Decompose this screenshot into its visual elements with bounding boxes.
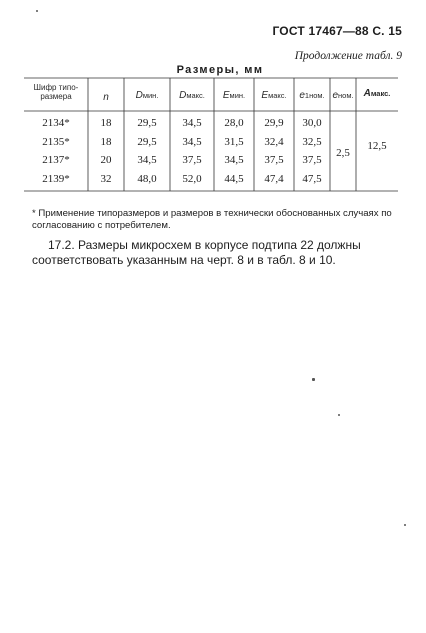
col-header-d-max: Dмакс.: [179, 90, 205, 101]
cell-e1-nom: 30,0: [302, 117, 322, 129]
cell-d-max: 34,5: [182, 117, 202, 129]
cell-n: 20: [100, 154, 112, 166]
cell-e1-nom: 32,5: [302, 136, 322, 148]
cell-code: 2134*: [42, 117, 70, 129]
dimensions-table: [24, 77, 398, 193]
cell-e-nom-merged: 2,5: [336, 147, 350, 159]
table-continuation-label: Продолжение табл. 9: [294, 50, 402, 62]
table-footnote: * Применение типоразмеров и размеров в технически обоснованных случаях по согласованию с потребителем.: [32, 208, 392, 231]
cell-a-max-merged: 12,5: [367, 140, 387, 152]
cell-d-max: 34,5: [182, 136, 202, 148]
col-header-code: Шифр типо- размера: [33, 83, 79, 101]
table-title: Размеры, мм: [176, 64, 264, 76]
cell-d-min: 48,0: [137, 173, 157, 185]
cell-code: 2137*: [42, 154, 70, 166]
cell-e-min: 31,5: [224, 136, 244, 148]
cell-e-min: 44,5: [224, 173, 244, 185]
col-header-n: n: [103, 92, 109, 103]
cell-d-max: 37,5: [182, 154, 202, 166]
cell-d-min: 34,5: [137, 154, 157, 166]
cell-e-max: 47,4: [264, 173, 284, 185]
col-header-d-min: Dмин.: [135, 90, 159, 101]
cell-n: 18: [100, 136, 112, 148]
cell-e-min: 34,5: [224, 154, 244, 166]
cell-e1-nom: 47,5: [302, 173, 322, 185]
page-header: ГОСТ 17467—88 С. 15: [272, 24, 402, 38]
col-header-e1-nom: e1ном.: [299, 90, 325, 101]
scan-speck: [404, 524, 406, 526]
cell-e-max: 37,5: [264, 154, 284, 166]
scan-speck: [312, 378, 315, 381]
col-header-e-min: Eмин.: [222, 90, 246, 101]
cell-e1-nom: 37,5: [302, 154, 322, 166]
cell-e-max: 29,9: [264, 117, 284, 129]
col-header-e-max: Eмакс.: [261, 90, 287, 101]
cell-d-max: 52,0: [182, 173, 202, 185]
cell-e-min: 28,0: [224, 117, 244, 129]
cell-e-max: 32,4: [264, 136, 284, 148]
cell-code: 2135*: [42, 136, 70, 148]
cell-code: 2139*: [42, 173, 70, 185]
scan-speck: [36, 10, 38, 12]
col-header-a-max: Aмакс.: [363, 88, 391, 99]
cell-d-min: 29,5: [137, 136, 157, 148]
cell-n: 32: [100, 173, 112, 185]
cell-d-min: 29,5: [137, 117, 157, 129]
section-paragraph: 17.2. Размеры микросхем в корпусе подтипа 22 должны соответствовать указанным на черт. 8 и в табл. 8 и 10.: [32, 238, 361, 267]
cell-n: 18: [100, 117, 112, 129]
col-header-e-nom: eном.: [332, 90, 354, 101]
scan-speck: [338, 414, 340, 416]
